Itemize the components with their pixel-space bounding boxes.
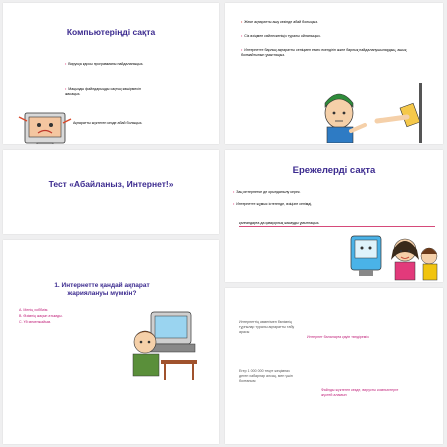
bullet-dot-icon: • [65, 87, 67, 91]
bullet-item: • Жеке ақпаратты ашу кезінде абай болыңыз. [241, 20, 319, 24]
kids-computer-illustration [343, 230, 439, 282]
answer-option-c[interactable]: C. Үй мекенжайым. [19, 320, 52, 324]
answer-option-a[interactable]: A. Менің хоббиім. [19, 308, 49, 312]
slide-title: Компьютеріңді сақта [66, 27, 156, 37]
bullet-item: • Интернетте барлық ақпаратты сеніңмен емес екендігін және барлық пайдаланушылардың, ашық болмайтынын ұмытпаңыз. [241, 48, 407, 57]
bullet-item: • Маңызды файлдарыңды сақтық көшірмесін жасаңыз. [65, 87, 141, 96]
bullet-dot-icon: • [65, 62, 67, 66]
bullet-item: Ақпаратты жүктеген кезде абай болыңыз. [73, 121, 143, 125]
bullet-dot-icon: • [233, 190, 235, 194]
slide-personal-info [225, 3, 443, 144]
bullet-item: • Интернетте жұмыс істегенде, өзіңізге сенімді, [233, 202, 313, 206]
bullet-dot-icon: • [241, 48, 243, 52]
bullet-dot-icon: • [233, 202, 235, 206]
bullet-item: • Сіз өзіңмен сөйлескеніңіз туралы ойланыңыз. [241, 34, 321, 38]
bullet-dot-icon: • [241, 34, 243, 38]
question-text: 1. Интернетте қандай ақпарат жариялануы мүмкін? [54, 282, 150, 297]
boy-refusing-illustration [307, 83, 437, 143]
slide-test-title [3, 150, 219, 234]
slide-internet-dangers [225, 288, 443, 444]
bullet-continuation: қалғандарға да қамқорлық жасауды ұмытпаңыз. [239, 221, 435, 227]
bullet-item: • Вирусқа қарсы программаны пайдаланыңыз. [65, 62, 144, 66]
bullet-dot-icon: • [241, 20, 243, 24]
answer-option-b[interactable]: B. Өзімнің жақын атымды. [19, 314, 63, 318]
kid-at-computer-illustration [121, 304, 205, 382]
slide-title: Тест «Абайланыз, Интернет!» [48, 179, 174, 189]
info-text-2: Интернет балаларға қауіп төндіреміз [307, 335, 369, 339]
slide-follow-rules [225, 150, 443, 282]
sad-computer-illustration [17, 111, 81, 144]
bullet-item: • Заң интернетке де орынданылу керек. [233, 190, 301, 194]
slide-title: Ережелерді сақта [292, 165, 376, 176]
slide-test-question [3, 240, 219, 444]
info-text-3: Егер 1 000 000 теңге жеңімпаз деген хабарлар алсаң, мен үшін болғаным [239, 369, 293, 383]
slide-protect-computer [3, 3, 219, 144]
info-text-1: Интернеттің көмегімен бөлімнің тұрғылар туралы ақпаратты табу арасы [239, 320, 295, 334]
info-text-4: Файлды жүктеген кезде, вирусты компьютерге жүктей аламын [321, 388, 399, 397]
